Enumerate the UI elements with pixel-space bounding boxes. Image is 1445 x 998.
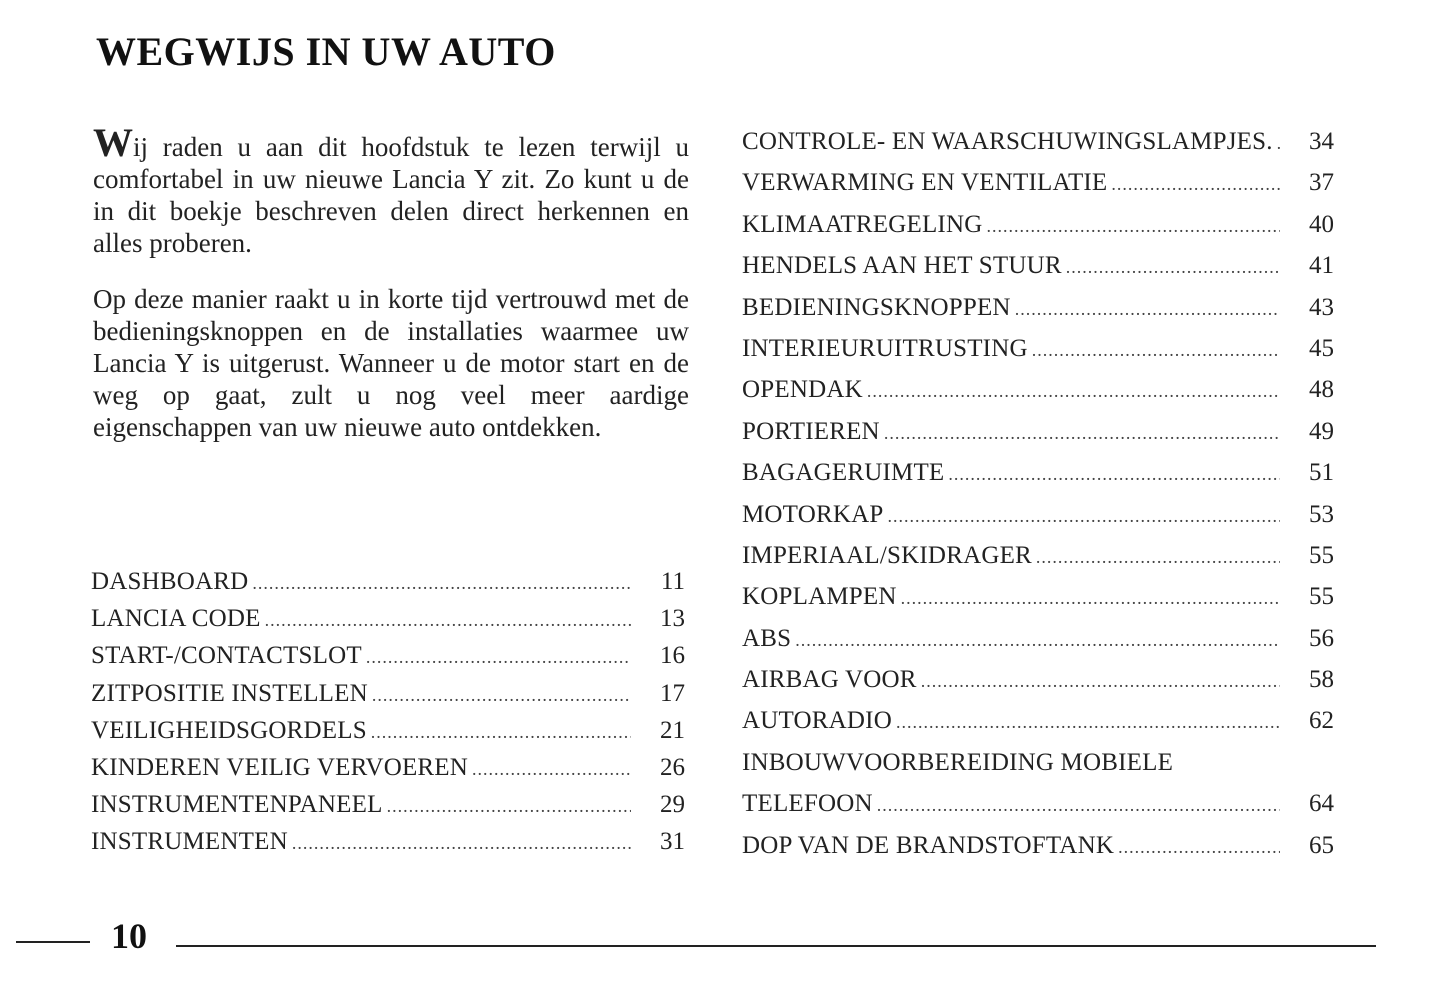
toc-entry-label: IMPERIAAL/SKIDRAGER (742, 541, 1032, 569)
toc-entry-label: INTERIEURUITRUSTING (742, 334, 1028, 362)
toc-entry-label: START-/CONTACTSLOT (91, 642, 362, 670)
toc-entry-page: 11 (660, 568, 685, 595)
toc-entry[interactable] (742, 335, 1334, 376)
toc-entry-page: 58 (1309, 666, 1334, 694)
toc-leader-dots (795, 630, 1280, 651)
toc-entry[interactable] (742, 252, 1334, 293)
toc-entry-page: 41 (1309, 252, 1334, 280)
toc-entry[interactable] (742, 790, 1334, 831)
toc-leader-dots (986, 216, 1280, 237)
toc-entry-page: 29 (660, 791, 685, 819)
toc-entry-label: AIRBAG VOOR (742, 666, 917, 694)
toc-entry[interactable] (742, 294, 1334, 335)
toc-leader-dots (366, 647, 631, 668)
toc-leader-dots (1036, 547, 1280, 568)
intro-text (93, 120, 689, 467)
toc-leader-dots (887, 506, 1280, 527)
table-of-contents-right (742, 128, 1334, 873)
toc-leader-dots (371, 722, 631, 743)
toc-entry-label: KOPLAMPEN (742, 583, 897, 611)
toc-leader-dots (877, 795, 1280, 816)
toc-entry-label: INSTRUMENTEN (91, 828, 288, 856)
toc-entry-label: DOP VAN DE BRANDSTOFTANK (742, 831, 1115, 859)
toc-entry-page: 55 (1309, 541, 1334, 569)
toc-entry-label: VERWARMING EN VENTILATIE (742, 169, 1108, 197)
toc-entry-page: 13 (660, 605, 685, 633)
toc-entry-label: LANCIA CODE (91, 605, 261, 633)
footer-rule-right (176, 945, 1376, 947)
toc-entry[interactable] (742, 128, 1334, 169)
toc-entry[interactable] (742, 832, 1334, 873)
intro-paragraph-1-text: ij raden u aan dit hoofdstuk te lezen terwijl u comfortabel in uw nieuwe Lancia Y zit. Zo kunt u de in dit boekje beschreven delen direct herkennen en alles proberen. (93, 132, 689, 258)
toc-entry-label: AUTORADIO (742, 707, 892, 735)
toc-entry[interactable] (91, 791, 685, 828)
toc-leader-dots (1111, 174, 1280, 195)
toc-entry-label: HENDELS AAN HET STUUR (742, 252, 1062, 280)
toc-entry-page: 37 (1309, 169, 1334, 197)
toc-leader-dots (867, 381, 1280, 402)
toc-entry-label: TELEFOON (742, 790, 873, 818)
toc-entry[interactable] (742, 376, 1334, 417)
table-of-contents-left (91, 568, 685, 866)
toc-entry-label: KLIMAATREGELING (742, 210, 983, 238)
toc-entry[interactable] (91, 680, 685, 717)
toc-leader-dots (372, 685, 631, 706)
toc-entry[interactable] (742, 583, 1334, 624)
toc-entry-label: DASHBOARD (91, 568, 249, 595)
intro-paragraph-1 (93, 120, 689, 259)
toc-entry-label: ABS (742, 624, 792, 652)
toc-entry-page: 16 (660, 642, 685, 670)
toc-entry[interactable] (742, 169, 1334, 210)
toc-entry-label: KINDEREN VEILIG VERVOEREN (91, 753, 469, 781)
toc-entry-page: 45 (1309, 334, 1334, 362)
toc-leader-dots (921, 671, 1280, 692)
toc-entry[interactable] (742, 418, 1334, 459)
toc-entry-label: ZITPOSITIE INSTELLEN (91, 679, 368, 707)
toc-entry-page: 49 (1309, 417, 1334, 445)
toc-entry[interactable] (742, 666, 1334, 707)
toc-entry-page: 43 (1309, 293, 1334, 321)
toc-entry-page: 51 (1309, 459, 1334, 487)
toc-entry[interactable] (742, 625, 1334, 666)
drop-cap: W (93, 120, 133, 165)
intro-paragraph-2: Op deze manier raakt u in korte tijd vertrouwd met de bedieningsknoppen en de installaties waarmee uw Lancia Y is uitgerust. Wanneer u de motor start en de weg op gaat, zult u nog veel meer aardige eigenschappen van uw nieuwe auto ontdekken. (93, 284, 689, 442)
toc-entry[interactable] (91, 717, 685, 754)
toc-entry-label: BEDIENINGSKNOPPEN (742, 293, 1011, 321)
toc-entry[interactable] (91, 568, 685, 605)
page-title: WEGWIJS IN UW AUTO (96, 29, 556, 74)
toc-entry-page: 26 (660, 753, 685, 781)
toc-entry-page: 48 (1309, 376, 1334, 404)
toc-entry[interactable] (742, 459, 1334, 500)
page-number: 10 (111, 916, 147, 956)
toc-entry-page: 34 (1309, 128, 1334, 155)
toc-entry-label: CONTROLE- EN WAARSCHUWINGSLAMPJES. (742, 128, 1273, 155)
toc-leader-dots (896, 712, 1280, 733)
toc-leader-dots (1032, 340, 1280, 361)
toc-entry[interactable] (742, 501, 1334, 542)
footer-rule-left (16, 941, 90, 943)
toc-entry-label: OPENDAK (742, 376, 863, 404)
toc-leader-dots (1066, 257, 1280, 278)
toc-entry-page: 56 (1309, 624, 1334, 652)
toc-leader-dots (1015, 299, 1280, 320)
toc-entry[interactable] (91, 754, 685, 791)
toc-entry[interactable] (91, 642, 685, 679)
toc-entry[interactable] (742, 707, 1334, 748)
toc-entry-label: INBOUWVOORBEREIDING MOBIELE (742, 748, 1174, 776)
toc-leader-dots (292, 833, 631, 854)
toc-leader-dots (1118, 837, 1280, 858)
toc-leader-dots (265, 610, 631, 631)
toc-leader-dots (252, 573, 631, 594)
toc-entry-page: 62 (1309, 707, 1334, 735)
toc-entry-page: 31 (660, 828, 685, 856)
toc-entry-label: PORTIEREN (742, 417, 880, 445)
toc-entry-label: MOTORKAP (742, 500, 884, 528)
toc-entry-page: 40 (1309, 210, 1334, 238)
toc-leader-dots (901, 588, 1280, 609)
toc-entry[interactable] (742, 211, 1334, 252)
toc-entry-page: 65 (1309, 831, 1334, 859)
toc-entry[interactable] (742, 749, 1334, 790)
toc-entry-page: 17 (660, 679, 685, 707)
toc-entry[interactable] (91, 605, 685, 642)
toc-leader-dots (884, 423, 1280, 444)
toc-entry[interactable] (91, 828, 685, 865)
toc-entry-label: INSTRUMENTENPANEEL (91, 791, 383, 819)
toc-entry-page: 55 (1309, 583, 1334, 611)
toc-entry-label: BAGAGERUIMTE (742, 459, 945, 487)
toc-leader-dots (472, 759, 631, 780)
toc-entry-page: 64 (1309, 790, 1334, 818)
toc-entry[interactable] (742, 542, 1334, 583)
toc-entry-label: VEILIGHEIDSGORDELS (91, 716, 367, 744)
toc-leader-dots (387, 796, 631, 817)
toc-entry-page: 21 (660, 716, 685, 744)
toc-leader-dots (1277, 133, 1280, 154)
toc-leader-dots (948, 464, 1280, 485)
toc-entry-page: 53 (1309, 500, 1334, 528)
